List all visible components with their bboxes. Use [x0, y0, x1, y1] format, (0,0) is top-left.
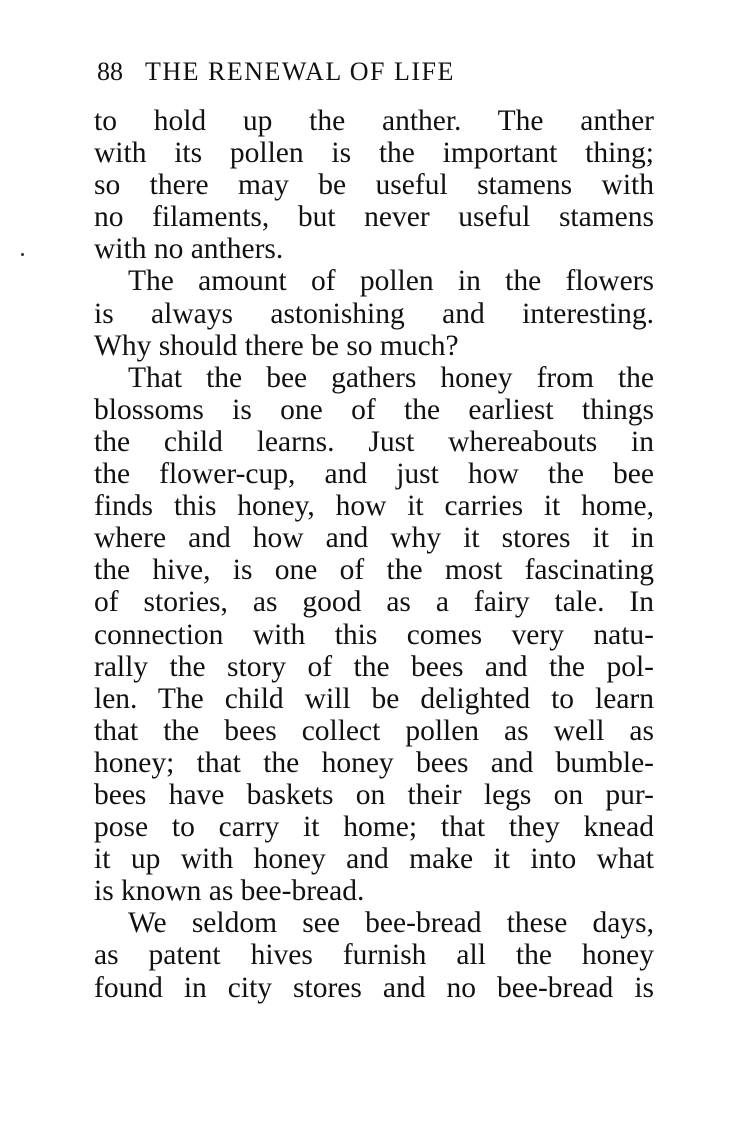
text-line: the child learns. Just whereabouts in	[94, 425, 654, 458]
text-line: where and how and why it stores it in	[94, 522, 654, 555]
text-line: so there may be useful stamens with	[94, 169, 654, 202]
text-line: pose to carry it home; that they knead	[94, 811, 654, 844]
text-line: The amount of pollen in the flowers	[128, 265, 654, 298]
text-line: finds this honey, how it carries it home,	[94, 490, 654, 523]
text-line: We seldom see bee-bread these days,	[128, 907, 654, 940]
text-line: it up with honey and make it into what	[94, 843, 654, 876]
text-line: Why should there be so much?	[94, 329, 459, 362]
text-line: the flower-cup, and just how the bee	[94, 458, 654, 491]
text-line: is always astonishing and interesting.	[94, 297, 654, 330]
text-line: bees have baskets on their legs on pur-	[94, 778, 654, 811]
running-header	[97, 56, 455, 88]
text-line: as patent hives furnish all the honey	[94, 939, 654, 972]
margin-speck	[21, 253, 24, 256]
text-line: blossoms is one of the earliest things	[94, 393, 654, 426]
body-text	[94, 105, 654, 1004]
text-line: found in city stores and no bee-bread is	[94, 971, 654, 1004]
text-line: to hold up the anther. The anther	[94, 105, 654, 137]
text-line: is known as bee-bread.	[94, 875, 365, 908]
page-number: 88	[97, 57, 123, 86]
text-line: connection with this comes very natu-	[94, 618, 654, 651]
text-line: that the bees collect pollen as well as	[94, 714, 654, 747]
running-title: THE RENEWAL OF LIFE	[145, 57, 455, 86]
text-line: with no anthers.	[94, 233, 284, 266]
text-line: of stories, as good as a fairy tale. In	[94, 586, 654, 619]
text-line: the hive, is one of the most fascinating	[94, 554, 654, 587]
text-line: That the bee gathers honey from the	[128, 361, 654, 394]
text-line: honey; that the honey bees and bumble-	[94, 746, 654, 779]
text-line: len. The child will be delighted to learn	[94, 682, 654, 715]
text-line: with its pollen is the important thing;	[94, 137, 654, 170]
text-line: no filaments, but never useful stamens	[94, 201, 654, 234]
text-line: rally the story of the bees and the pol-	[94, 650, 654, 683]
